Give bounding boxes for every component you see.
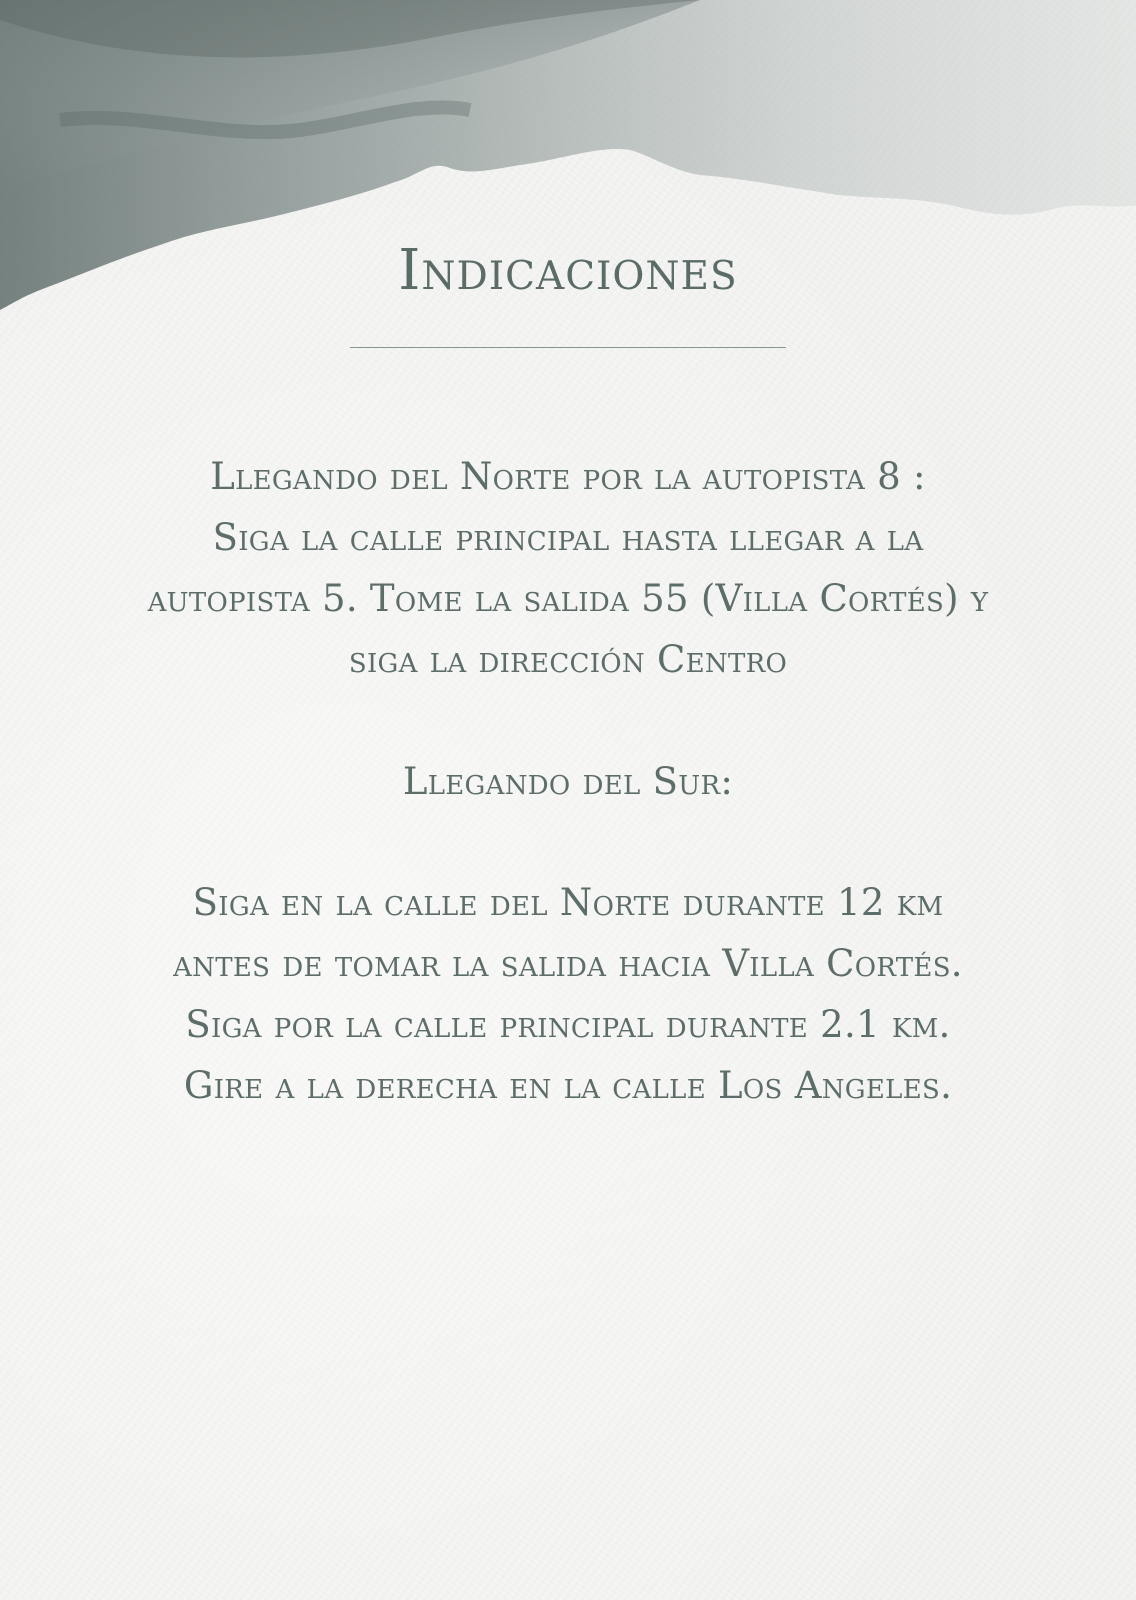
north-line-1: Llegando del Norte por la autopista 8 : xyxy=(210,455,926,498)
south-line-4: Gire a la derecha en la calle Los Angeles. xyxy=(183,1064,953,1107)
title-divider xyxy=(350,347,786,348)
north-line-2: Siga la calle principal hasta llegar a la xyxy=(212,516,924,559)
north-line-4: siga la dirección Centro xyxy=(348,638,788,681)
south-directions xyxy=(80,872,1056,1116)
page-title: Indicaciones xyxy=(398,238,738,303)
south-heading-block xyxy=(80,751,1056,812)
south-line-3: Siga por la calle principal durante 2.1 km. xyxy=(185,1003,951,1046)
north-line-3: autopista 5. Tome la salida 55 (Villa Cortés) y xyxy=(147,577,989,620)
south-heading: Llegando del Sur: xyxy=(402,760,734,803)
north-directions xyxy=(80,446,1056,690)
south-line-2: antes de tomar la salida hacia Villa Cortés. xyxy=(173,942,963,985)
south-line-1: Siga en la calle del Norte durante 12 km xyxy=(192,881,944,924)
